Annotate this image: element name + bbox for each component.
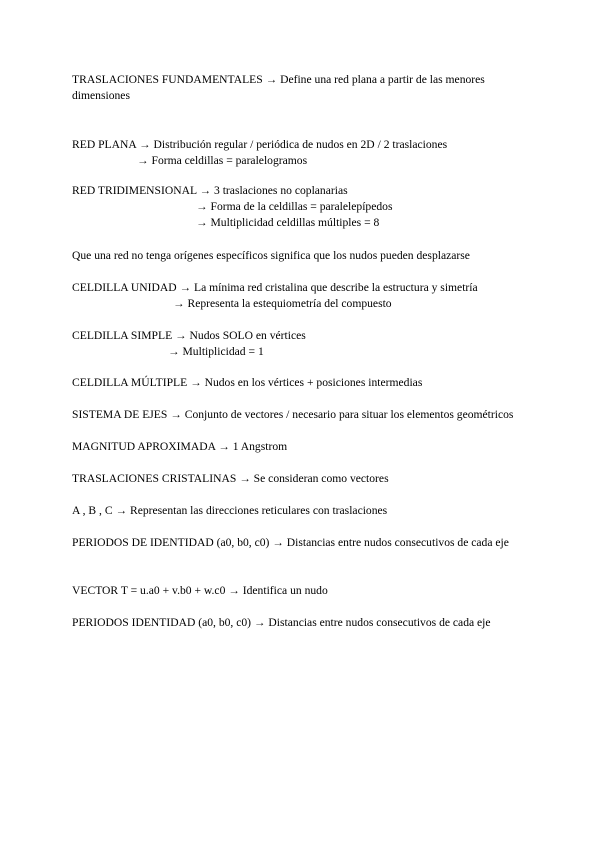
text-line: → Multiplicidad celdillas múltiples = 8 — [196, 216, 380, 229]
text-line: PERIODOS DE IDENTIDAD (a0, b0, c0) → Distancias entre nudos consecutivos de cada eje — [72, 536, 509, 549]
text-line: → Forma de la celdillas = paralelepípedos — [196, 200, 393, 213]
text-line: → Forma celdillas = paralelogramos — [137, 154, 308, 167]
text-line: Que una red no tenga orígenes específicos significa que los nudos pueden desplazarse — [72, 249, 470, 262]
text-line: TRASLACIONES CRISTALINAS → Se consideran como vectores — [72, 472, 389, 485]
text-line: RED PLANA → Distribución regular / periódica de nudos en 2D / 2 traslaciones — [72, 138, 448, 151]
text-line: CELDILLA MÚLTIPLE → Nudos en los vértices + posiciones intermedias — [72, 376, 423, 389]
text-line: → Representa la estequiometría del compuesto — [173, 297, 392, 310]
text-line: A , B , C → Representan las direcciones reticulares con traslaciones — [72, 504, 388, 517]
text-line: RED TRIDIMENSIONAL → 3 traslaciones no coplanarias — [72, 184, 348, 197]
text-line: CELDILLA SIMPLE → Nudos SOLO en vértices — [72, 329, 306, 342]
text-line: TRASLACIONES FUNDAMENTALES → Define una red plana a partir de las menores dimensiones — [72, 73, 485, 102]
text-line: VECTOR T = u.a0 + v.b0 + w.c0 → Identifica un nudo — [72, 584, 328, 597]
text-line: MAGNITUD APROXIMADA → 1 Angstrom — [72, 440, 288, 453]
text-line: → Multiplicidad = 1 — [168, 345, 264, 358]
text-line: CELDILLA UNIDAD → La mínima red cristalina que describe la estructura y simetría — [72, 281, 478, 294]
text-line: SISTEMA DE EJES → Conjunto de vectores / necesario para situar los elementos geométricos — [72, 408, 514, 421]
text-line: PERIODOS IDENTIDAD (a0, b0, c0) → Distancias entre nudos consecutivos de cada eje — [72, 616, 491, 629]
